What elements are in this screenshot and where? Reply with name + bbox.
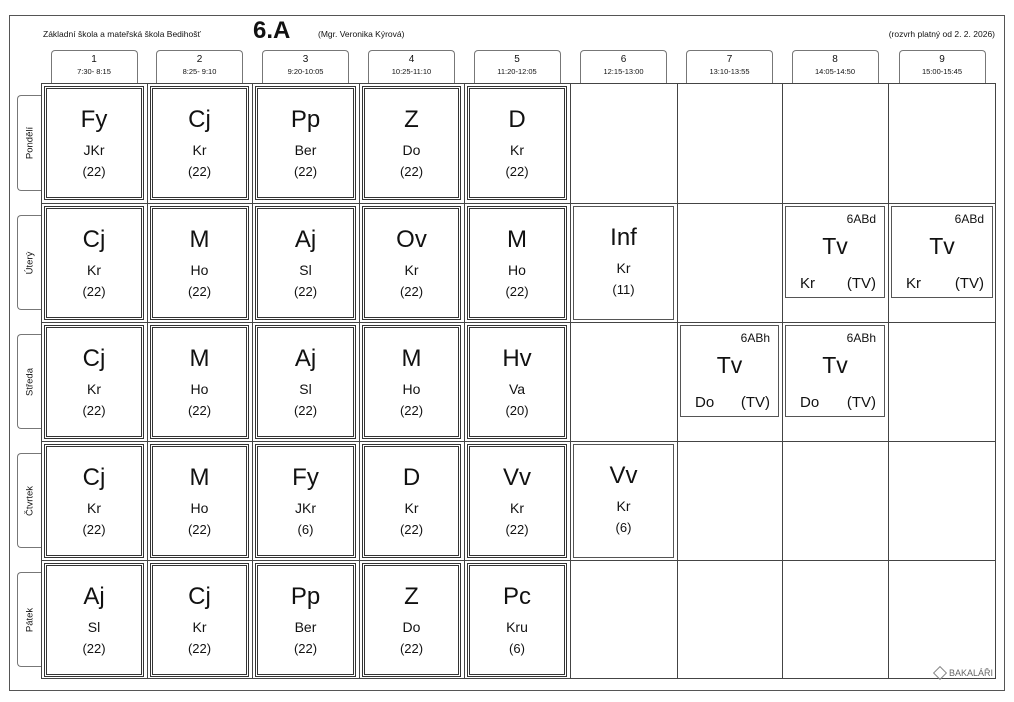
day-label: Pátek	[24, 607, 36, 632]
group-room: (TV)	[954, 275, 984, 292]
lesson-room: (22)	[293, 284, 318, 299]
lesson-cell[interactable]	[44, 563, 144, 677]
lesson-subject: Pc	[502, 583, 531, 610]
lesson-room: (22)	[399, 641, 424, 656]
grid-vline	[359, 83, 360, 679]
lesson-subject: Cj	[82, 226, 106, 253]
lesson-room: (22)	[82, 284, 106, 299]
day-label: Čtvrtek	[24, 485, 36, 516]
group-subject: Tv	[822, 352, 848, 378]
school-name: Základní škola a mateřská škola Bedihošť	[43, 29, 201, 39]
lesson-room: (6)	[297, 522, 314, 537]
lesson-subject: Z	[404, 106, 419, 133]
lesson-subject: M	[401, 345, 422, 372]
period-header-8	[792, 50, 879, 83]
group-lesson-cell[interactable]	[785, 325, 885, 417]
lesson-teacher: Kr	[87, 262, 101, 278]
day-label: Úterý	[24, 251, 36, 274]
group-subject: Tv	[716, 352, 743, 378]
lesson-room: (22)	[82, 164, 106, 179]
group-teacher: Kr	[800, 275, 815, 292]
lesson-cell[interactable]	[467, 206, 567, 320]
day-header-2	[17, 215, 42, 310]
grid-hline	[41, 441, 996, 442]
lesson-cell[interactable]	[362, 206, 461, 320]
day-header-4	[17, 453, 42, 548]
lesson-subject: Pp	[290, 583, 321, 610]
lesson-subject: Ov	[396, 226, 427, 253]
group-room: (TV)	[846, 394, 876, 411]
lesson-cell[interactable]	[467, 325, 567, 439]
period-time: 7:30- 8:15	[77, 67, 111, 76]
lesson-subject: Inf	[610, 224, 637, 251]
lesson-teacher: JKr	[83, 142, 105, 158]
period-number: 6	[620, 54, 627, 65]
lesson-subject: M	[189, 226, 210, 253]
period-number: 8	[832, 54, 838, 65]
lesson-cell[interactable]	[573, 444, 674, 558]
lesson-teacher: Kr	[510, 142, 524, 158]
lesson-room: (22)	[293, 403, 318, 418]
period-number: 9	[939, 54, 945, 65]
lesson-teacher: Kru	[506, 619, 528, 635]
lesson-room: (22)	[505, 284, 529, 299]
bakalari-logo-icon	[933, 666, 947, 680]
grid-vline	[147, 83, 148, 679]
period-number: 1	[91, 54, 97, 65]
lesson-teacher: Ho	[190, 381, 209, 397]
lesson-room: (22)	[187, 164, 212, 179]
lesson-teacher: Kr	[404, 500, 419, 516]
lesson-teacher: Sl	[87, 619, 101, 635]
bakalari-brand	[935, 668, 993, 678]
group-lesson-cell[interactable]	[680, 325, 779, 417]
lesson-cell[interactable]	[255, 86, 356, 200]
grid-vline	[570, 83, 571, 679]
lesson-subject: Vv	[609, 462, 638, 489]
grid-vline	[677, 83, 678, 679]
lesson-cell[interactable]	[150, 325, 249, 439]
lesson-teacher: Ber	[294, 619, 317, 635]
period-time: 14:05-14:50	[814, 67, 856, 76]
lesson-cell[interactable]	[44, 206, 144, 320]
lesson-teacher: JKr	[295, 500, 316, 516]
lesson-room: (11)	[612, 282, 635, 297]
class-name: 6.A	[253, 17, 291, 44]
period-header-9	[899, 50, 986, 83]
grid-vline	[252, 83, 253, 679]
lesson-cell[interactable]	[255, 325, 356, 439]
grid-hline	[41, 560, 996, 561]
lesson-cell[interactable]	[573, 206, 674, 320]
lesson-cell[interactable]	[44, 86, 144, 200]
lesson-teacher: Kr	[87, 381, 101, 397]
group-room: (TV)	[846, 275, 876, 292]
lesson-teacher: Do	[402, 142, 421, 158]
period-header-5	[474, 50, 561, 83]
lesson-subject: Cj	[188, 106, 211, 133]
period-time: 8:25- 9:10	[182, 67, 217, 76]
valid-from: (rozvrh platný od 2. 2. 2026)	[888, 29, 995, 39]
period-time: 12:15-13:00	[603, 67, 644, 76]
group-teacher: Kr	[906, 275, 921, 292]
lesson-teacher: Kr	[192, 142, 207, 158]
lesson-cell[interactable]	[467, 444, 567, 558]
lesson-room: (22)	[82, 641, 106, 656]
lesson-subject: Aj	[294, 345, 317, 372]
lesson-room: (22)	[399, 403, 424, 418]
lesson-cell[interactable]	[150, 444, 249, 558]
lesson-teacher: Ber	[294, 142, 317, 158]
day-header-3	[17, 334, 42, 429]
lesson-teacher: Kr	[510, 500, 524, 516]
period-time: 15:00-15:45	[921, 67, 963, 76]
lesson-teacher: Kr	[616, 498, 631, 514]
lesson-cell[interactable]	[255, 444, 356, 558]
lesson-cell[interactable]	[150, 86, 249, 200]
period-time: 9:20-10:05	[287, 67, 324, 76]
period-time: 11:20-12:05	[497, 67, 537, 76]
lesson-room: (22)	[187, 284, 212, 299]
period-number: 3	[302, 54, 309, 65]
lesson-subject: Cj	[188, 583, 211, 610]
day-label: Pondělí	[24, 126, 36, 160]
group-subject: Tv	[822, 233, 848, 259]
grid-vline	[782, 83, 783, 679]
period-header-7	[686, 50, 773, 83]
period-time: 13:10-13:55	[709, 67, 750, 76]
lesson-room: (22)	[82, 403, 106, 418]
lesson-teacher: Kr	[87, 500, 101, 516]
lesson-cell[interactable]	[44, 444, 144, 558]
lesson-subject: Aj	[83, 583, 105, 610]
lesson-teacher: Kr	[192, 619, 207, 635]
lesson-teacher: Ho	[190, 500, 209, 516]
brand-label: BAKALÁŘI	[948, 668, 993, 678]
lesson-cell[interactable]	[255, 563, 356, 677]
lesson-teacher: Va	[508, 381, 526, 397]
lesson-teacher: Ho	[190, 262, 209, 278]
lesson-subject: Hv	[502, 345, 532, 372]
lesson-subject: Pp	[290, 106, 321, 133]
lesson-cell[interactable]	[362, 86, 461, 200]
lesson-subject: M	[189, 464, 210, 491]
lesson-room: (22)	[505, 164, 529, 179]
lesson-cell[interactable]	[150, 206, 249, 320]
group-teacher: Do	[695, 394, 715, 411]
grid-hline	[41, 322, 996, 323]
period-number: 4	[408, 54, 415, 65]
period-time: 10:25-11:10	[391, 67, 432, 76]
group-lesson-cell[interactable]	[785, 206, 885, 298]
group-name: 6ABh	[846, 331, 876, 345]
group-name: 6ABh	[740, 331, 770, 345]
lesson-subject: Aj	[294, 226, 317, 253]
lesson-cell[interactable]	[362, 563, 461, 677]
group-room: (TV)	[740, 394, 770, 411]
lesson-subject: D	[508, 106, 526, 133]
lesson-room: (22)	[399, 164, 424, 179]
lesson-cell[interactable]	[362, 444, 461, 558]
lesson-teacher: Sl	[299, 262, 312, 278]
lesson-cell[interactable]	[44, 325, 144, 439]
day-label: Středa	[24, 367, 36, 396]
lesson-room: (22)	[293, 641, 318, 656]
lesson-room: (6)	[509, 641, 525, 656]
lesson-room: (22)	[82, 522, 106, 537]
lesson-room: (22)	[293, 164, 318, 179]
group-name: 6ABd	[954, 212, 984, 226]
lesson-subject: M	[507, 226, 527, 253]
lesson-room: (22)	[399, 522, 424, 537]
period-number: 7	[726, 54, 733, 65]
period-number: 5	[514, 54, 520, 65]
group-name: 6ABd	[846, 212, 876, 226]
period-number: 2	[196, 54, 203, 65]
lesson-room: (22)	[187, 641, 212, 656]
lesson-teacher: Kr	[404, 262, 419, 278]
lesson-subject: Cj	[82, 464, 106, 491]
lesson-room: (22)	[187, 522, 212, 537]
lesson-subject: M	[189, 345, 210, 372]
lesson-room: (20)	[505, 403, 529, 418]
lesson-room: (6)	[615, 520, 632, 535]
lesson-subject: Vv	[502, 464, 531, 491]
lesson-room: (22)	[505, 522, 529, 537]
group-teacher: Do	[800, 394, 820, 411]
lesson-subject: Fy	[80, 106, 108, 133]
lesson-cell[interactable]	[150, 563, 249, 677]
day-header-5	[17, 572, 42, 667]
day-header-1	[17, 95, 42, 191]
grid-vline	[888, 83, 889, 679]
lesson-cell[interactable]	[467, 86, 567, 200]
lesson-teacher: Kr	[616, 260, 631, 276]
lesson-teacher: Do	[402, 619, 421, 635]
lesson-room: (22)	[399, 284, 424, 299]
group-lesson-cell[interactable]	[891, 206, 993, 298]
period-header-4	[368, 50, 455, 83]
grid-hline	[41, 203, 996, 204]
lesson-subject: D	[402, 464, 421, 491]
period-header-6	[580, 50, 667, 83]
lesson-subject: Z	[404, 583, 419, 610]
period-header-3	[262, 50, 349, 83]
lesson-room: (22)	[187, 403, 212, 418]
period-header-1	[51, 50, 138, 83]
lesson-cell[interactable]	[467, 563, 567, 677]
lesson-subject: Fy	[292, 464, 319, 491]
lesson-teacher: Ho	[508, 262, 526, 278]
lesson-teacher: Ho	[402, 381, 421, 397]
group-subject: Tv	[929, 233, 955, 259]
period-header-2	[156, 50, 243, 83]
class-teacher: (Mgr. Veronika Kýrová)	[318, 29, 405, 39]
lesson-cell[interactable]	[255, 206, 356, 320]
lesson-cell[interactable]	[362, 325, 461, 439]
lesson-teacher: Sl	[299, 381, 312, 397]
lesson-subject: Cj	[82, 345, 106, 372]
grid-vline	[464, 83, 465, 679]
